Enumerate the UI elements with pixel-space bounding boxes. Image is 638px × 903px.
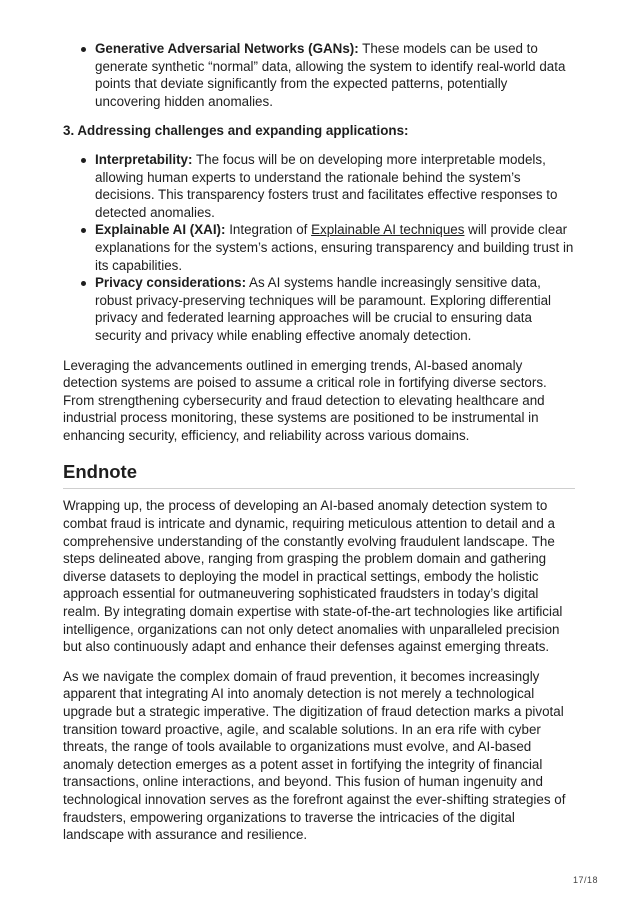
section-3-bullet-list [63, 151, 575, 345]
term-interpretability: Interpretability: [95, 151, 193, 167]
text-gans: These models can be used to generate synthetic “normal” data, allowing the system to identify real-world data points that deviate significantly from the expected patterns, potentially uncovering hidden anomalies. [95, 41, 566, 109]
gans-bullet-list [63, 40, 575, 110]
text-xai-before: Integration of [225, 222, 312, 238]
list-item-gans [95, 40, 575, 110]
term-gans: Generative Adversarial Networks (GANs): [95, 41, 359, 56]
leveraging-paragraph: Leveraging the advancements outlined in emerging trends, AI-based anomaly detection systems are poised to assume a critical role in fortifying diverse sectors. From strengthening cybersecurity and fraud detection to elevating healthcare and industrial process monitoring, these systems are positioned to be instrumental in enhancing security, efficiency, and reliability across various domains. [63, 357, 547, 443]
text-interpretability: The focus will be on developing more interpretable models, allowing human experts to understand the rationale behind the system’s decisions. This transparency fosters trust and facilitates effective responses to detected anomalies. [95, 151, 558, 220]
term-xai: Explainable AI (XAI): [95, 222, 226, 238]
list-item-interpretability [95, 151, 575, 221]
explainable-ai-link[interactable]: Explainable AI techniques [311, 222, 465, 238]
page-number: 17/18 [572, 875, 598, 885]
endnote-heading: Endnote [63, 461, 575, 489]
text-privacy: As AI systems handle increasingly sensitive data, robust privacy-preserving techniques will be paramount. Exploring differential privacy and federated learning approaches will be crucial to ensuring data security and privacy while enabling effective anomaly detection. [95, 275, 552, 343]
list-item-privacy [95, 274, 575, 344]
list-item-xai [95, 221, 575, 274]
page-content [63, 40, 575, 844]
text-xai-after: will provide clear explanations for the system’s actions, ensuring transparency and building trust in its capabilities. [95, 222, 574, 273]
term-privacy: Privacy considerations: [95, 275, 247, 291]
section-3-heading: 3. Addressing challenges and expanding applications: [63, 123, 409, 139]
endnote-paragraph-1: Wrapping up, the process of developing an AI-based anomaly detection system to combat fraud is intricate and dynamic, requiring meticulous attention to detail and a comprehensive understanding of the constantly evolving fraudulent landscape. The steps delineated above, ranging from grasping the problem domain and gathering diverse datasets to deploying the model in practical settings, embody the holistic approach essential for outmaneuvering sophisticated fraudsters in today’s digital realm. By integrating domain expertise with state-of-the-art technologies like artificial intelligence, organizations can not only detect anomalies with unparalleled precision but also continuously adapt and enhance their defenses against emerging threats. [63, 498, 563, 655]
endnote-paragraph-2: As we navigate the complex domain of fraud prevention, it becomes increasingly apparent that integrating AI into anomaly detection is not merely a technological upgrade but a strategic imperative. The digitization of fraud detection marks a pivotal transition toward proactive, agile, and scalable solutions. In an era rife with cyber threats, the range of tools available to organizations must evolve, and AI-based anomaly detection emerges as a potent asset in fortifying the integrity of financial transactions, online interactions, and beyond. This fusion of human ingenuity and technological innovation serves as the forefront against the ever-shifting strategies of fraudsters, empowering organizations to traverse the intricacies of the digital landscape with assurance and resilience. [63, 668, 566, 843]
